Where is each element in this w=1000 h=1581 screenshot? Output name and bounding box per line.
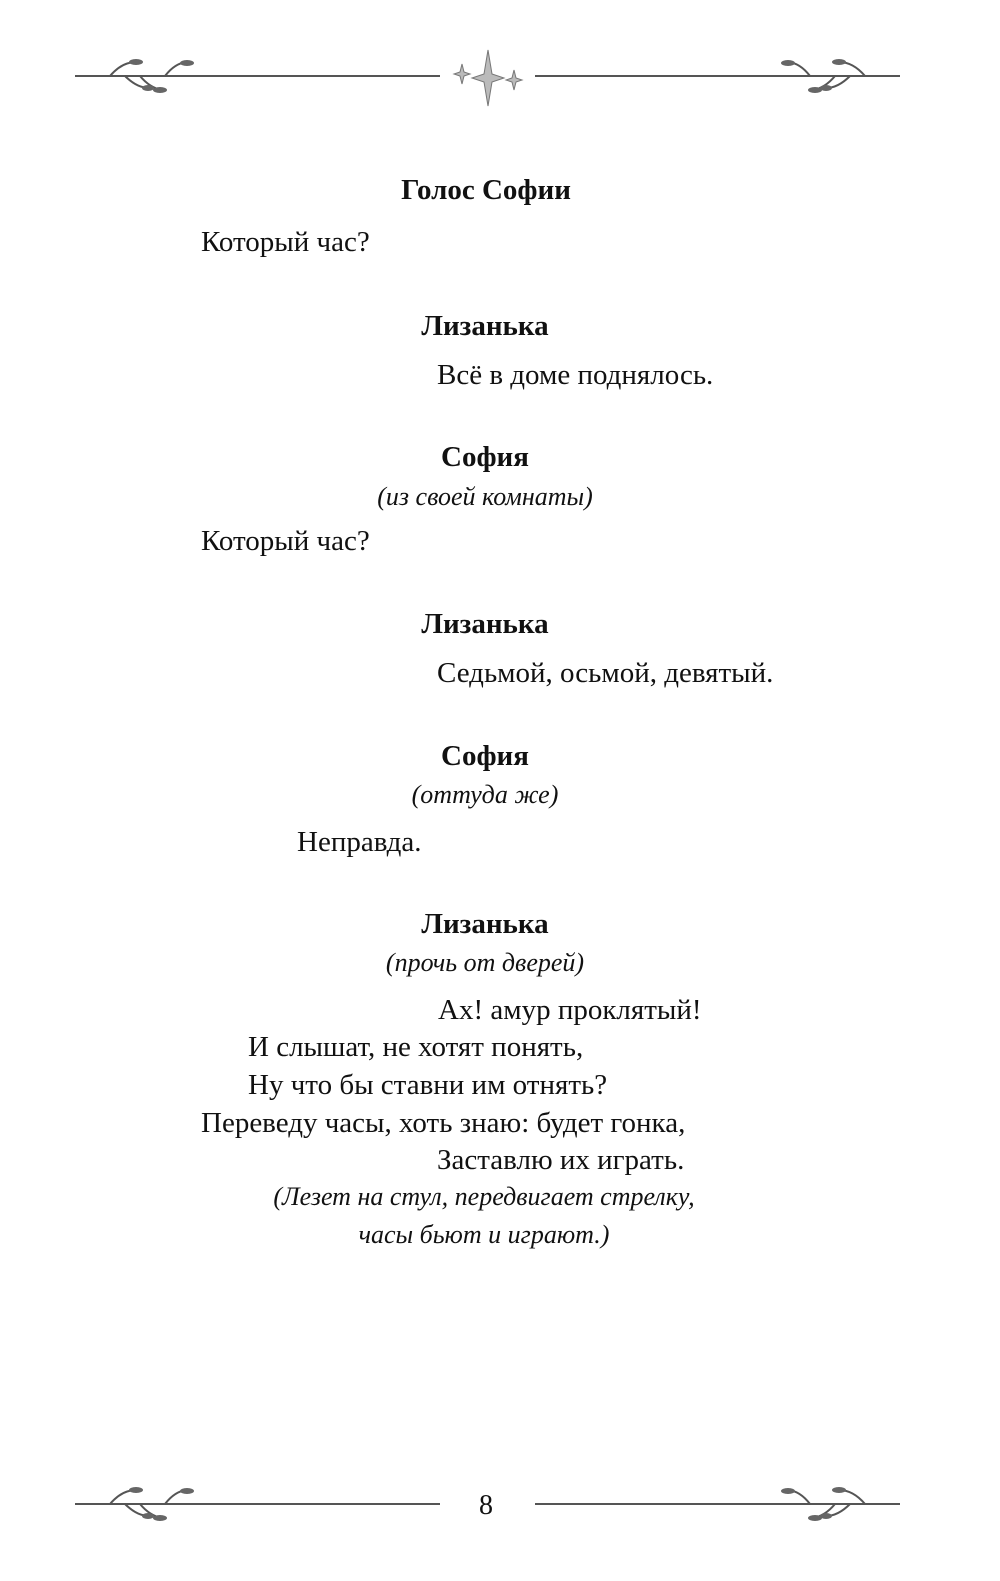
verse-line: Ах! амур проклятый!	[438, 994, 702, 1026]
dialogue-line: Который час?	[201, 525, 370, 557]
speaker-sofia: София	[441, 740, 529, 772]
verse-line: Заставлю их играть.	[437, 1144, 685, 1176]
top-ornament	[0, 40, 1000, 110]
stage-direction: (Лезет на стул, передвигает стрелку,	[273, 1182, 695, 1211]
speaker-sofia-voice: Голос Софии	[401, 174, 571, 206]
stage-direction: (оттуда же)	[411, 780, 559, 809]
page-number: 8	[479, 1490, 493, 1521]
dialogue-line: Всё в доме поднялось.	[437, 359, 714, 391]
speaker-lizanka: Лизанька	[421, 310, 549, 342]
bottom-ornament	[0, 1470, 1000, 1540]
speaker-sofia: София	[441, 441, 529, 473]
speaker-lizanka: Лизанька	[421, 908, 549, 940]
dialogue-line: Неправда.	[297, 826, 422, 858]
verse-line: Ну что бы ставни им отнять?	[248, 1069, 608, 1101]
dialogue-line: Который час?	[201, 226, 370, 258]
verse-line: Переведу часы, хоть знаю: будет гонка,	[201, 1107, 686, 1139]
speaker-lizanka: Лизанька	[421, 608, 549, 640]
verse-line: И слышат, не хотят понять,	[248, 1031, 584, 1063]
stage-direction: (из своей комнаты)	[377, 482, 593, 511]
stage-direction: часы бьют и играют.)	[358, 1220, 610, 1249]
dialogue-line: Седьмой, осьмой, девятый.	[437, 657, 774, 689]
stage-direction: (прочь от дверей)	[385, 948, 585, 977]
star-icon	[454, 50, 522, 106]
